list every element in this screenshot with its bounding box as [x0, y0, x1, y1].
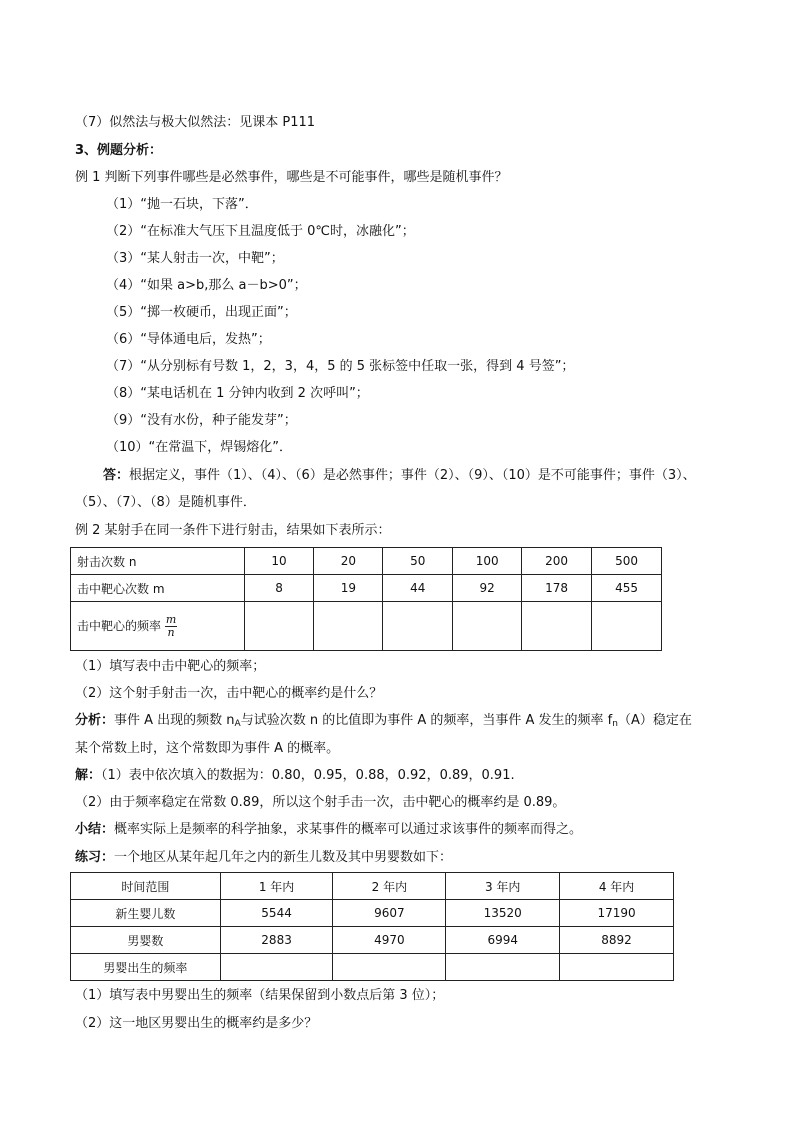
cell: 5544 — [220, 900, 333, 927]
table-row — [71, 575, 662, 602]
table-header-row — [71, 873, 674, 900]
frequency-label: 击中靶心的频率 — [77, 618, 162, 633]
ex1-item: （3）“某人射击一次，中靶”； — [106, 251, 284, 266]
cell: 17190 — [560, 900, 674, 927]
ex1-item: （2）“在标准大气压下且温度低于 0℃时，冰融化”； — [106, 224, 415, 239]
solution-text-1: （1）表中依次填入的数据为：0.80，0.95，0.88，0.92，0.89，0.91. — [101, 768, 515, 783]
ex1-item: （1）“抛一石块，下落”． — [106, 197, 258, 212]
practice-question-1: （1）填写表中男婴出生的频率（结果保留到小数点后第 3 位）； — [75, 988, 445, 1003]
row-label-newborns: 新生婴儿数 — [71, 900, 221, 927]
cell: 2883 — [220, 927, 333, 954]
cell-empty — [446, 954, 560, 981]
cell-empty — [333, 954, 446, 981]
practice-label: 练习： — [75, 850, 115, 865]
example2-title: 例 2 某射手在同一条件下进行射击，结果如下表所示： — [75, 523, 391, 538]
practice-text: 一个地区从某年起几年之内的新生儿数及其中男婴数如下： — [114, 850, 453, 865]
ex2-analysis-continued: 某个常数上时，这个常数即为事件 A 的概率。 — [75, 741, 340, 756]
cell: 455 — [592, 575, 662, 602]
analysis-label: 分析： — [75, 713, 115, 728]
cell: 200 — [522, 548, 592, 575]
header-cell: 2 年内 — [333, 873, 446, 900]
ex1-item: （6）“导体通电后，发热”； — [106, 332, 271, 347]
header-cell: 3 年内 — [446, 873, 560, 900]
cell: 20 — [314, 548, 383, 575]
row-label-shots: 射击次数 n — [71, 548, 245, 575]
cell: 8892 — [560, 927, 674, 954]
row-label-boy-frequency: 男婴出生的频率 — [71, 954, 221, 981]
ex1-item: （8）“某电话机在 1 分钟内收到 2 次呼叫”； — [106, 386, 369, 401]
cell-empty — [522, 602, 592, 651]
answer-text: 根据定义，事件（1）、（4）、（6）是必然事件；事件（2）、（9）、（10）是不可能事件；事件（3）、 — [129, 468, 696, 483]
ex1-item: （7）“从分别标有号数 1，2，3，4，5 的 5 张标签中任取一张，得到 4 号签”； — [106, 359, 575, 374]
heading-examples: 3、例题分析： — [75, 143, 163, 158]
row-label-hits: 击中靶心次数 m — [71, 575, 245, 602]
summary-label: 小结： — [75, 822, 115, 837]
cell: 50 — [383, 548, 453, 575]
ex2-question-2: （2）这个射手射击一次，击中靶心的概率约是什么？ — [75, 686, 383, 701]
summary — [75, 821, 582, 839]
cell: 92 — [453, 575, 522, 602]
ex2-analysis — [75, 712, 692, 733]
table-row — [71, 927, 674, 954]
table-row — [71, 900, 674, 927]
cell: 8 — [244, 575, 314, 602]
ex1-item: （9）“没有水份，种子能发芽”； — [106, 413, 297, 428]
ex2-question-1: （1）填写表中击中靶心的频率； — [75, 659, 266, 674]
cell-empty — [560, 954, 674, 981]
analysis-text-c: （A）稳定在 — [617, 713, 692, 728]
solution-label: 解： — [75, 768, 102, 783]
cell: 500 — [592, 548, 662, 575]
ex1-answer-continued: （5）、（7）、（8）是随机事件． — [75, 495, 256, 510]
cell: 19 — [314, 575, 383, 602]
subscript-a: A — [234, 719, 241, 729]
cell: 9607 — [333, 900, 446, 927]
cell-empty — [453, 602, 522, 651]
cell: 13520 — [446, 900, 560, 927]
cell: 6994 — [446, 927, 560, 954]
table-row — [71, 602, 662, 651]
answer-label: 答： — [103, 468, 130, 483]
cell-empty — [220, 954, 333, 981]
practice-title — [75, 849, 452, 867]
fraction-denominator: n — [167, 625, 175, 639]
ex1-item: （4）“如果 a>b,那么 a－b>0”； — [106, 278, 307, 293]
header-cell: 时间范围 — [71, 873, 221, 900]
ex1-item: （5）“掷一枚硬币，出现正面”； — [106, 305, 297, 320]
cell-empty — [592, 602, 662, 651]
cell: 44 — [383, 575, 453, 602]
ex1-answer — [103, 467, 696, 485]
fraction-m-over-n — [165, 614, 177, 639]
subscript-n: n — [612, 719, 618, 729]
cell-empty — [314, 602, 383, 651]
analysis-text-a: 事件 A 出现的频数 n — [114, 713, 235, 728]
fraction-numerator: m — [165, 612, 177, 626]
row-label-frequency — [71, 602, 245, 651]
table-row — [71, 954, 674, 981]
ex2-solution-1 — [75, 767, 515, 785]
header-cell: 1 年内 — [220, 873, 333, 900]
ex1-item: （10）“在常温下，焊锡熔化”． — [106, 440, 293, 455]
row-label-boys: 男婴数 — [71, 927, 221, 954]
shooting-table — [70, 547, 662, 651]
analysis-text-b: 与试验次数 n 的比值即为事件 A 的频率，当事件 A 发生的频率 f — [240, 713, 613, 728]
summary-text: 概率实际上是频率的科学抽象，求某事件的概率可以通过求该事件的频率而得之。 — [114, 822, 583, 837]
section-7-text: （7）似然法与极大似然法：见课本 P111 — [75, 115, 316, 130]
cell: 10 — [244, 548, 314, 575]
cell: 4970 — [333, 927, 446, 954]
ex2-solution-2: （2）由于频率稳定在常数 0.89，所以这个射手击一次，击中靶心的概率约是 0.89。 — [75, 795, 566, 810]
cell: 100 — [453, 548, 522, 575]
example1-title: 例 1 判断下列事件哪些是必然事件，哪些是不可能事件，哪些是随机事件？ — [75, 170, 508, 185]
cell: 178 — [522, 575, 592, 602]
cell-empty — [383, 602, 453, 651]
table-row — [71, 548, 662, 575]
practice-question-2: （2）这一地区男婴出生的概率约是多少？ — [75, 1016, 318, 1031]
newborn-table — [70, 872, 674, 981]
cell-empty — [244, 602, 314, 651]
header-cell: 4 年内 — [560, 873, 674, 900]
